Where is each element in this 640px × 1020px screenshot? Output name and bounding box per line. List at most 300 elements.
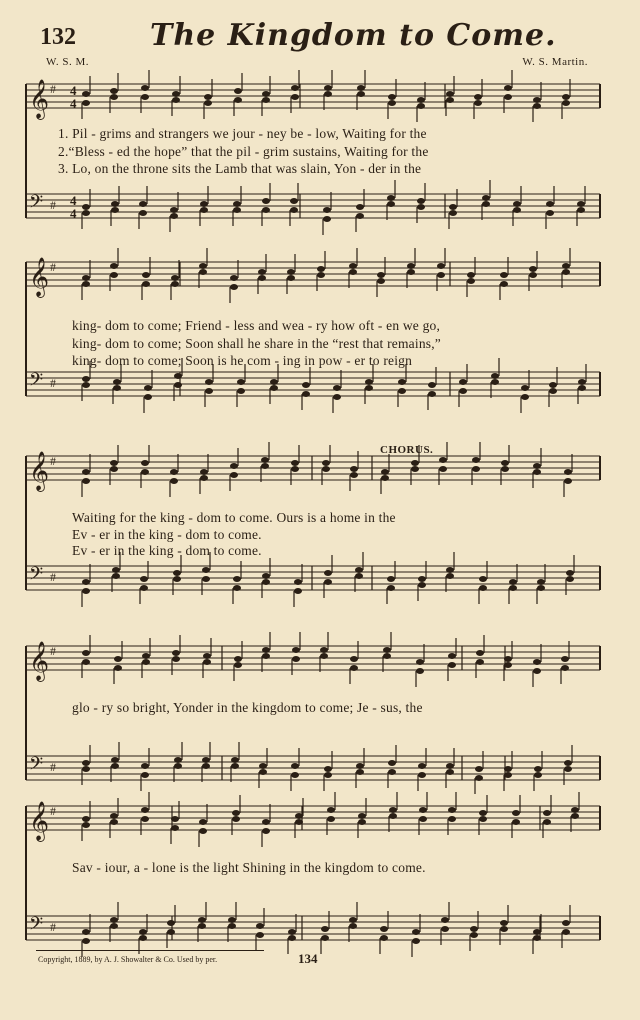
note-head bbox=[291, 772, 299, 778]
note-head bbox=[82, 929, 90, 935]
note-head bbox=[501, 466, 509, 472]
note-head bbox=[437, 272, 445, 278]
note-head bbox=[202, 576, 210, 582]
note-head bbox=[534, 766, 542, 772]
note-head bbox=[356, 204, 364, 210]
note-head bbox=[411, 466, 419, 472]
note-head bbox=[578, 385, 586, 391]
note-head bbox=[113, 385, 121, 391]
note-head bbox=[388, 769, 396, 775]
note-head bbox=[521, 385, 529, 391]
note-head bbox=[259, 763, 267, 769]
note-head bbox=[291, 94, 299, 100]
note-head bbox=[230, 284, 238, 290]
note-head bbox=[262, 97, 270, 103]
note-head bbox=[141, 469, 149, 475]
note-head bbox=[479, 576, 487, 582]
note-head bbox=[501, 460, 509, 466]
note-head bbox=[543, 819, 551, 825]
note-head bbox=[500, 926, 508, 932]
note-head bbox=[380, 926, 388, 932]
note-head bbox=[562, 929, 570, 935]
note-head bbox=[357, 85, 365, 91]
note-head bbox=[172, 97, 180, 103]
note-head bbox=[377, 272, 385, 278]
note-head bbox=[322, 460, 330, 466]
note-head bbox=[324, 570, 332, 576]
note-head bbox=[333, 394, 341, 400]
bass-clef-icon: 𝄢 bbox=[29, 754, 44, 779]
note-head bbox=[513, 201, 521, 207]
sharp-icon: # bbox=[50, 198, 56, 212]
note-head bbox=[141, 807, 149, 813]
lyric-line: 3. Lo, on the throne sits the Lamb that was slain, Yon - der in the bbox=[58, 161, 422, 176]
note-head bbox=[467, 278, 475, 284]
note-head bbox=[110, 263, 118, 269]
note-head bbox=[358, 813, 366, 819]
lyricist-credit: W. S. M. bbox=[46, 56, 90, 68]
note-head bbox=[82, 210, 90, 216]
chorus-label: CHORUS. bbox=[380, 444, 434, 456]
note-head bbox=[381, 475, 389, 481]
note-head bbox=[504, 94, 512, 100]
note-head bbox=[324, 772, 332, 778]
note-head bbox=[324, 579, 332, 585]
note-head bbox=[407, 263, 415, 269]
note-head bbox=[171, 281, 179, 287]
note-head bbox=[174, 382, 182, 388]
note-head bbox=[355, 573, 363, 579]
treble-clef-icon: 𝄞 bbox=[29, 79, 50, 119]
note-head bbox=[228, 923, 236, 929]
note-head bbox=[139, 210, 147, 216]
note-head bbox=[476, 650, 484, 656]
note-head bbox=[537, 579, 545, 585]
note-head bbox=[349, 269, 357, 275]
note-head bbox=[441, 926, 449, 932]
note-head bbox=[388, 760, 396, 766]
note-head bbox=[533, 463, 541, 469]
note-head bbox=[291, 763, 299, 769]
note-head bbox=[380, 935, 388, 941]
note-head bbox=[110, 88, 118, 94]
note-head bbox=[142, 653, 150, 659]
note-head bbox=[199, 269, 207, 275]
note-head bbox=[398, 388, 406, 394]
note-head bbox=[566, 576, 574, 582]
note-head bbox=[141, 94, 149, 100]
note-head bbox=[140, 576, 148, 582]
note-head bbox=[381, 469, 389, 475]
note-head bbox=[467, 272, 475, 278]
note-head bbox=[258, 275, 266, 281]
note-head bbox=[82, 579, 90, 585]
note-head bbox=[389, 813, 397, 819]
note-head bbox=[521, 394, 529, 400]
note-head bbox=[398, 379, 406, 385]
note-head bbox=[388, 100, 396, 106]
note-head bbox=[564, 766, 572, 772]
note-head bbox=[204, 94, 212, 100]
note-head bbox=[291, 85, 299, 91]
note-head bbox=[141, 772, 149, 778]
lyric-line: king- dom to come; Friend - less and wea - ry how oft - en we go, bbox=[72, 318, 441, 333]
note-head bbox=[82, 760, 90, 766]
note-head bbox=[110, 813, 118, 819]
time-signature: 4 bbox=[70, 96, 77, 111]
note-head bbox=[571, 813, 579, 819]
note-head bbox=[355, 567, 363, 573]
note-head bbox=[437, 263, 445, 269]
note-head bbox=[262, 828, 270, 834]
note-head bbox=[577, 207, 585, 213]
note-head bbox=[448, 662, 456, 668]
note-head bbox=[537, 585, 545, 591]
note-head bbox=[110, 917, 118, 923]
note-head bbox=[509, 579, 517, 585]
note-head bbox=[529, 272, 537, 278]
note-head bbox=[513, 207, 521, 213]
note-head bbox=[387, 576, 395, 582]
note-head bbox=[237, 379, 245, 385]
note-head bbox=[562, 263, 570, 269]
note-head bbox=[111, 763, 119, 769]
note-head bbox=[287, 275, 295, 281]
note-head bbox=[322, 466, 330, 472]
note-head bbox=[350, 466, 358, 472]
note-head bbox=[288, 935, 296, 941]
note-head bbox=[383, 647, 391, 653]
note-head bbox=[167, 920, 175, 926]
note-head bbox=[411, 460, 419, 466]
note-head bbox=[141, 763, 149, 769]
copyright-notice: Copyright, 1889, by A. J. Showalter & Co. Used by per. bbox=[38, 955, 218, 964]
note-head bbox=[172, 91, 180, 97]
page-number: 134 bbox=[298, 951, 318, 966]
note-head bbox=[472, 457, 480, 463]
note-head bbox=[533, 97, 541, 103]
note-head bbox=[561, 665, 569, 671]
note-head bbox=[199, 819, 207, 825]
note-head bbox=[288, 929, 296, 935]
note-head bbox=[291, 466, 299, 472]
note-head bbox=[446, 97, 454, 103]
note-head bbox=[323, 216, 331, 222]
note-head bbox=[170, 469, 178, 475]
note-head bbox=[112, 567, 120, 573]
note-head bbox=[82, 100, 90, 106]
note-head bbox=[470, 926, 478, 932]
note-head bbox=[446, 91, 454, 97]
sharp-icon: # bbox=[50, 454, 56, 468]
note-head bbox=[202, 567, 210, 573]
note-head bbox=[564, 760, 572, 766]
note-head bbox=[82, 659, 90, 665]
note-head bbox=[533, 103, 541, 109]
note-head bbox=[448, 653, 456, 659]
note-head bbox=[578, 379, 586, 385]
note-head bbox=[448, 816, 456, 822]
note-head bbox=[479, 585, 487, 591]
note-head bbox=[428, 391, 436, 397]
note-head bbox=[472, 466, 480, 472]
note-head bbox=[82, 204, 90, 210]
note-head bbox=[449, 210, 457, 216]
note-head bbox=[320, 647, 328, 653]
lyric-line: Waiting for the king - dom to come. Ours is a home in the bbox=[72, 510, 396, 525]
note-head bbox=[174, 373, 182, 379]
note-head bbox=[292, 656, 300, 662]
note-head bbox=[82, 478, 90, 484]
note-head bbox=[504, 85, 512, 91]
note-head bbox=[172, 656, 180, 662]
note-head bbox=[571, 807, 579, 813]
note-head bbox=[232, 810, 240, 816]
note-head bbox=[387, 201, 395, 207]
note-head bbox=[417, 103, 425, 109]
note-head bbox=[233, 576, 241, 582]
note-head bbox=[446, 573, 454, 579]
note-head bbox=[546, 201, 554, 207]
note-head bbox=[114, 665, 122, 671]
note-head bbox=[82, 938, 90, 944]
note-head bbox=[349, 917, 357, 923]
note-head bbox=[320, 653, 328, 659]
note-head bbox=[110, 466, 118, 472]
note-head bbox=[262, 198, 270, 204]
note-head bbox=[290, 198, 298, 204]
note-head bbox=[111, 201, 119, 207]
note-head bbox=[491, 373, 499, 379]
hymn-number: 132 bbox=[40, 24, 76, 50]
note-head bbox=[82, 275, 90, 281]
note-head bbox=[470, 932, 478, 938]
note-head bbox=[358, 819, 366, 825]
note-head bbox=[204, 100, 212, 106]
note-head bbox=[173, 570, 181, 576]
note-head bbox=[543, 810, 551, 816]
note-head bbox=[439, 466, 447, 472]
note-head bbox=[171, 275, 179, 281]
note-head bbox=[419, 816, 427, 822]
note-head bbox=[562, 94, 570, 100]
note-head bbox=[324, 766, 332, 772]
note-head bbox=[562, 920, 570, 926]
note-head bbox=[200, 475, 208, 481]
note-head bbox=[203, 659, 211, 665]
sharp-icon: # bbox=[50, 82, 56, 96]
note-head bbox=[261, 457, 269, 463]
note-head bbox=[577, 201, 585, 207]
note-head bbox=[419, 807, 427, 813]
note-head bbox=[294, 579, 302, 585]
note-head bbox=[199, 828, 207, 834]
sharp-icon: # bbox=[50, 644, 56, 658]
note-head bbox=[170, 478, 178, 484]
note-head bbox=[82, 650, 90, 656]
note-head bbox=[383, 653, 391, 659]
note-head bbox=[82, 382, 90, 388]
note-head bbox=[262, 819, 270, 825]
note-head bbox=[262, 653, 270, 659]
note-head bbox=[205, 388, 213, 394]
note-head bbox=[294, 588, 302, 594]
note-head bbox=[82, 469, 90, 475]
note-head bbox=[82, 766, 90, 772]
sharp-icon: # bbox=[50, 570, 56, 584]
note-head bbox=[448, 807, 456, 813]
note-head bbox=[237, 388, 245, 394]
note-head bbox=[418, 763, 426, 769]
note-head bbox=[199, 263, 207, 269]
note-head bbox=[142, 659, 150, 665]
sharp-icon: # bbox=[50, 760, 56, 774]
note-head bbox=[232, 816, 240, 822]
note-head bbox=[388, 94, 396, 100]
note-head bbox=[230, 472, 238, 478]
note-head bbox=[417, 97, 425, 103]
note-head bbox=[317, 272, 325, 278]
note-head bbox=[441, 917, 449, 923]
note-head bbox=[262, 647, 270, 653]
note-head bbox=[333, 385, 341, 391]
note-head bbox=[562, 269, 570, 275]
note-head bbox=[231, 763, 239, 769]
lyric-line: 2.“Bless - ed the hope” that the pil - grim sustains, Waiting for the bbox=[58, 144, 429, 159]
note-head bbox=[261, 463, 269, 469]
sharp-icon: # bbox=[50, 376, 56, 390]
footer-rule bbox=[36, 950, 264, 951]
note-head bbox=[377, 278, 385, 284]
note-head bbox=[407, 269, 415, 275]
note-head bbox=[387, 195, 395, 201]
note-head bbox=[387, 585, 395, 591]
lyric-line: 1. Pil - grims and strangers we jour - ney be - low, Waiting for the bbox=[58, 126, 427, 141]
time-signature: 4 bbox=[70, 193, 77, 208]
note-head bbox=[256, 932, 264, 938]
treble-clef-icon: 𝄞 bbox=[29, 641, 50, 681]
note-head bbox=[416, 659, 424, 665]
note-head bbox=[174, 757, 182, 763]
note-head bbox=[418, 772, 426, 778]
note-head bbox=[112, 573, 120, 579]
note-head bbox=[474, 94, 482, 100]
note-head bbox=[287, 269, 295, 275]
note-head bbox=[317, 266, 325, 272]
note-head bbox=[389, 807, 397, 813]
note-head bbox=[321, 926, 329, 932]
note-head bbox=[228, 917, 236, 923]
note-head bbox=[172, 650, 180, 656]
note-head bbox=[549, 382, 557, 388]
note-head bbox=[259, 769, 267, 775]
note-head bbox=[198, 917, 206, 923]
note-head bbox=[476, 659, 484, 665]
note-head bbox=[529, 266, 537, 272]
composer-credit: W. S. Martin. bbox=[522, 56, 588, 68]
note-head bbox=[417, 198, 425, 204]
note-head bbox=[365, 379, 373, 385]
note-head bbox=[200, 201, 208, 207]
note-head bbox=[302, 391, 310, 397]
note-head bbox=[475, 775, 483, 781]
note-head bbox=[449, 204, 457, 210]
note-head bbox=[202, 757, 210, 763]
note-head bbox=[110, 272, 118, 278]
note-head bbox=[142, 272, 150, 278]
note-head bbox=[439, 457, 447, 463]
note-head bbox=[203, 653, 211, 659]
note-head bbox=[144, 394, 152, 400]
note-head bbox=[200, 469, 208, 475]
note-head bbox=[562, 100, 570, 106]
note-head bbox=[234, 97, 242, 103]
note-head bbox=[418, 576, 426, 582]
note-head bbox=[564, 469, 572, 475]
note-head bbox=[324, 85, 332, 91]
note-head bbox=[566, 570, 574, 576]
note-head bbox=[549, 388, 557, 394]
note-head bbox=[491, 379, 499, 385]
note-head bbox=[262, 579, 270, 585]
note-head bbox=[262, 207, 270, 213]
note-head bbox=[290, 207, 298, 213]
note-head bbox=[356, 763, 364, 769]
note-head bbox=[111, 207, 119, 213]
note-head bbox=[230, 275, 238, 281]
lyric-line: glo - ry so bright, Yonder in the kingdom to come; Je - sus, the bbox=[72, 700, 423, 715]
note-head bbox=[356, 213, 364, 219]
note-head bbox=[82, 588, 90, 594]
note-head bbox=[428, 382, 436, 388]
note-head bbox=[139, 201, 147, 207]
note-head bbox=[500, 920, 508, 926]
note-head bbox=[418, 582, 426, 588]
note-head bbox=[324, 91, 332, 97]
note-head bbox=[349, 923, 357, 929]
note-head bbox=[482, 195, 490, 201]
note-head bbox=[350, 472, 358, 478]
note-head bbox=[258, 269, 266, 275]
note-head bbox=[270, 379, 278, 385]
note-head bbox=[144, 385, 152, 391]
lyric-line: Sav - iour, a - lone is the light Shining in the kingdom to come. bbox=[72, 860, 426, 875]
note-head bbox=[234, 662, 242, 668]
note-head bbox=[561, 656, 569, 662]
note-head bbox=[114, 656, 122, 662]
note-head bbox=[479, 816, 487, 822]
note-head bbox=[416, 668, 424, 674]
bass-clef-icon: 𝄢 bbox=[29, 192, 44, 217]
note-head bbox=[512, 810, 520, 816]
note-head bbox=[256, 923, 264, 929]
note-head bbox=[141, 460, 149, 466]
note-head bbox=[327, 816, 335, 822]
note-head bbox=[512, 819, 520, 825]
note-head bbox=[459, 388, 467, 394]
note-head bbox=[142, 281, 150, 287]
note-head bbox=[474, 100, 482, 106]
time-signature: 4 bbox=[70, 83, 77, 98]
treble-clef-icon: 𝄞 bbox=[29, 801, 50, 841]
note-head bbox=[233, 207, 241, 213]
note-head bbox=[533, 659, 541, 665]
note-head bbox=[446, 769, 454, 775]
note-head bbox=[446, 567, 454, 573]
note-head bbox=[417, 204, 425, 210]
note-head bbox=[509, 585, 517, 591]
note-head bbox=[230, 463, 238, 469]
